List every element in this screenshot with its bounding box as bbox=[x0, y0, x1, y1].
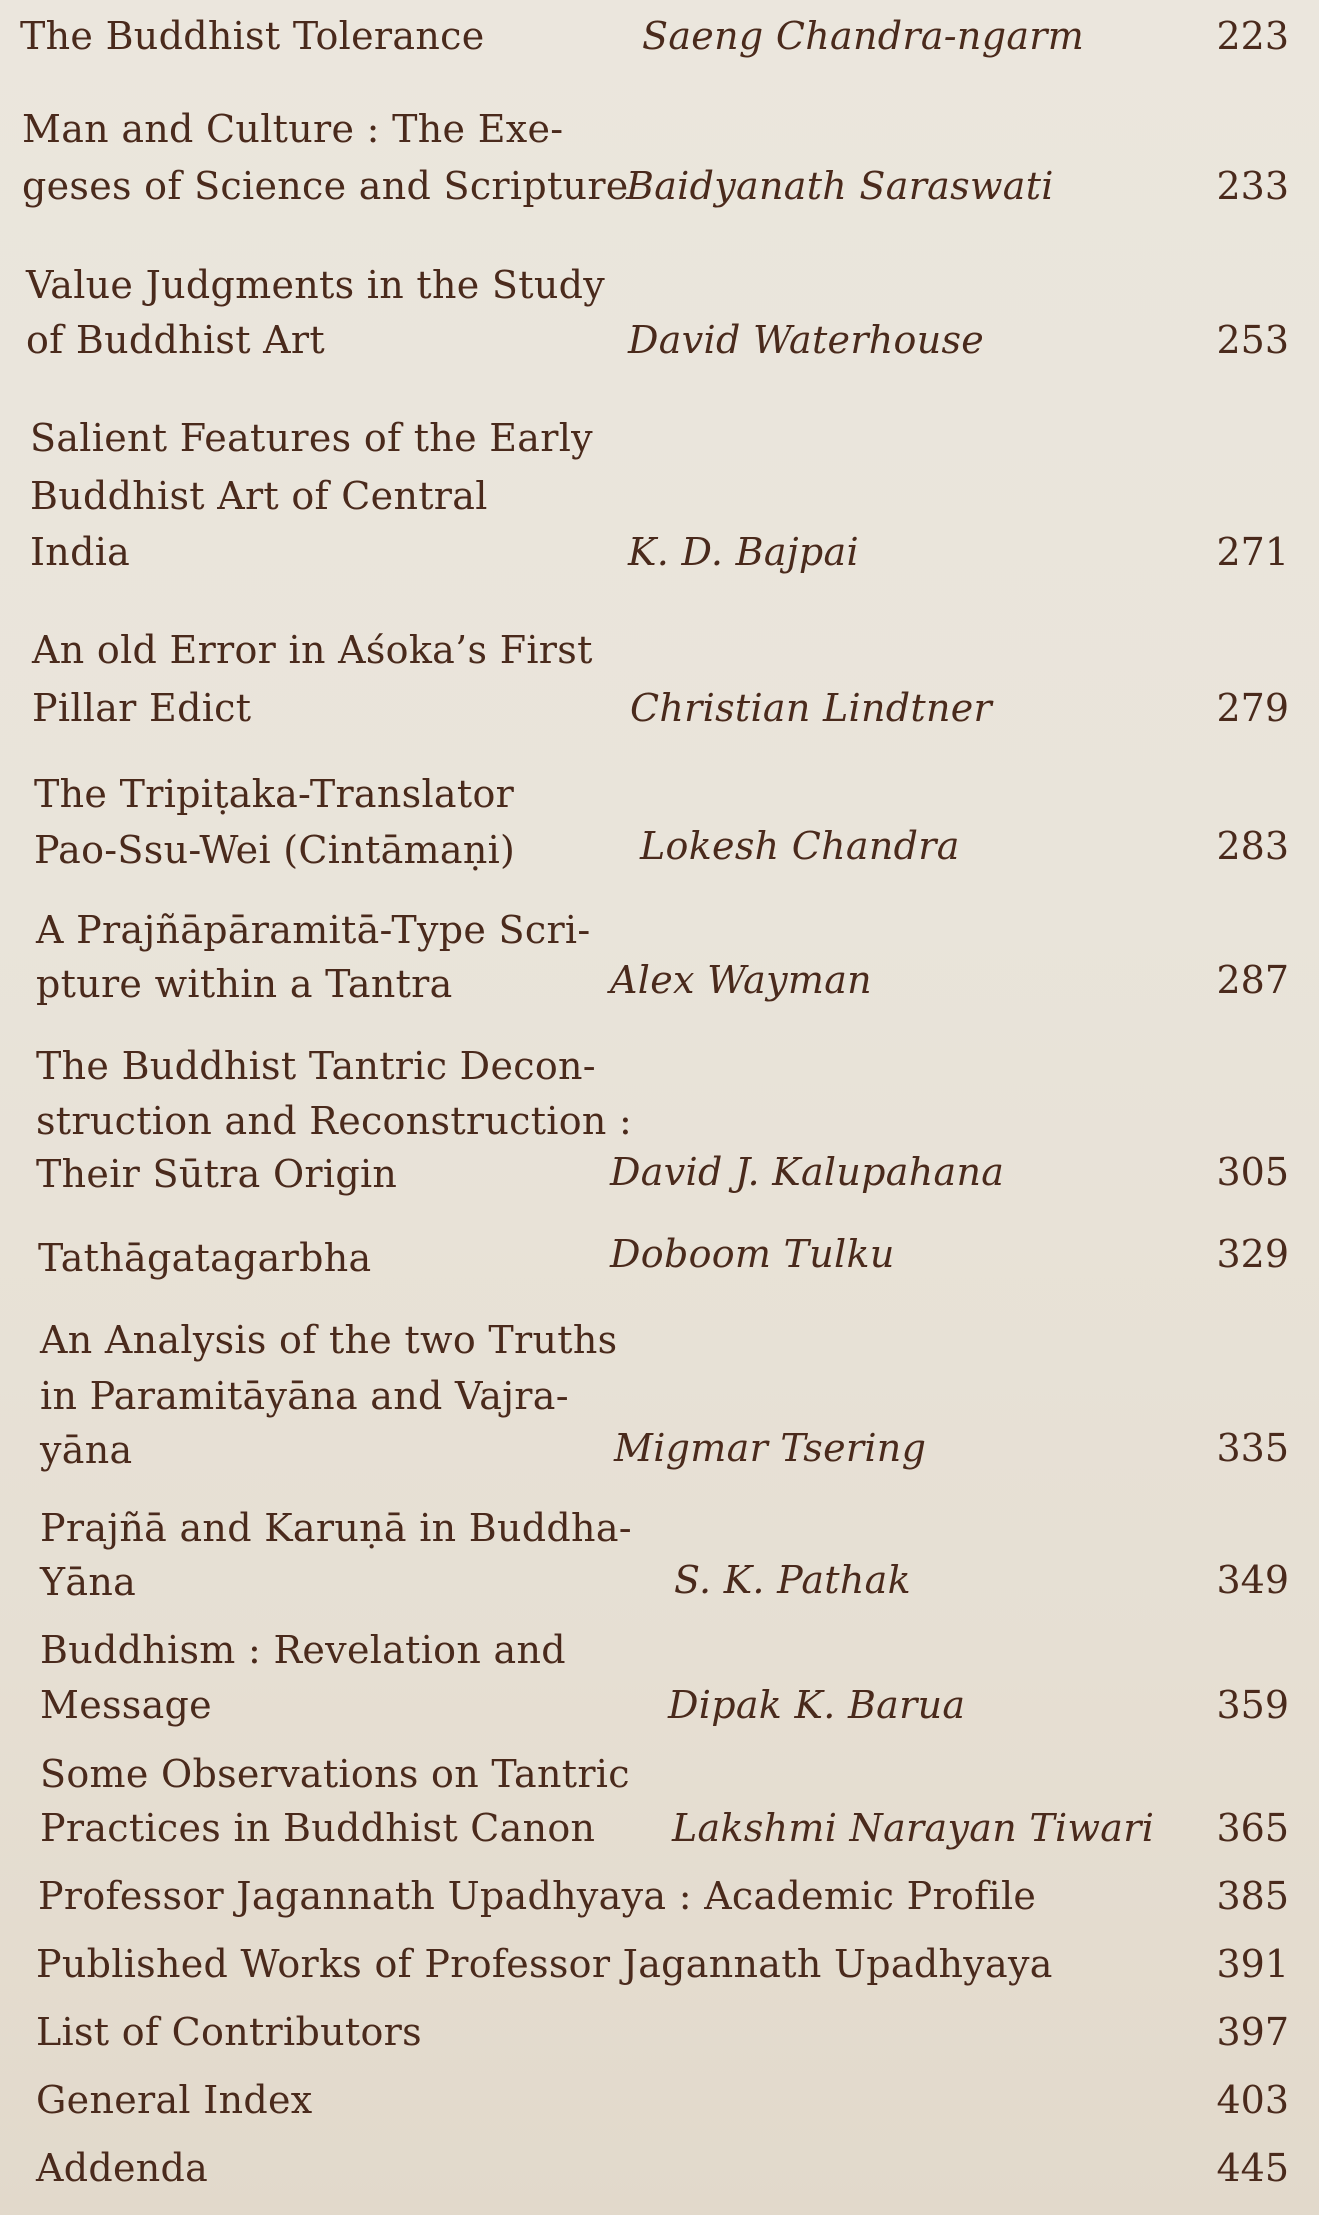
entry-author: Migmar Tsering bbox=[614, 1426, 927, 1470]
entry-page-number: 287 bbox=[1216, 958, 1289, 1002]
entry-title-line: Addenda bbox=[36, 2146, 209, 2190]
entry-title-line: Prajñā and Karuṇā in Buddha- bbox=[40, 1506, 632, 1550]
entry-page-number: 365 bbox=[1216, 1806, 1289, 1850]
entry-page-number: 233 bbox=[1216, 164, 1289, 208]
entry-title-line: Salient Features of the Early bbox=[30, 416, 593, 460]
entry-title-line: Man and Culture : The Exe- bbox=[22, 107, 564, 151]
entry-title-line: An Analysis of the two Truths bbox=[40, 1318, 618, 1362]
entry-page-number: 403 bbox=[1216, 2078, 1289, 2122]
entry-title-line: in Paramitāyāna and Vajra- bbox=[40, 1374, 569, 1418]
entry-title-line: pture within a Tantra bbox=[36, 962, 453, 1006]
entry-title-line: Message bbox=[40, 1683, 212, 1727]
entry-author: S. K. Pathak bbox=[674, 1558, 911, 1602]
entry-author: David J. Kalupahana bbox=[610, 1150, 1005, 1194]
entry-title-line: Professor Jagannath Upadhyaya : Academic Profile bbox=[38, 1874, 1037, 1918]
entry-author: K. D. Bajpai bbox=[628, 530, 859, 574]
entry-title-line: Tathāgatagarbha bbox=[38, 1236, 372, 1280]
entry-title-line: General Index bbox=[36, 2078, 313, 2122]
entry-page-number: 283 bbox=[1216, 824, 1289, 868]
entry-page-number: 335 bbox=[1216, 1426, 1289, 1470]
entry-title-line: The Buddhist Tolerance bbox=[20, 14, 485, 58]
entry-page-number: 329 bbox=[1216, 1232, 1289, 1276]
entry-title-line: The Buddhist Tantric Decon- bbox=[36, 1044, 596, 1088]
entry-page-number: 391 bbox=[1216, 1942, 1289, 1986]
entry-title-line: geses of Science and Scripture bbox=[22, 164, 629, 208]
entry-title-line: Practices in Buddhist Canon bbox=[40, 1806, 596, 1850]
entry-author: Lakshmi Narayan Tiwari bbox=[672, 1806, 1155, 1850]
entry-title-line: yāna bbox=[40, 1428, 133, 1472]
entry-author: Dipak K. Barua bbox=[668, 1683, 966, 1727]
entry-page-number: 223 bbox=[1216, 14, 1289, 58]
entry-page-number: 253 bbox=[1216, 318, 1289, 362]
entry-author: Lokesh Chandra bbox=[640, 824, 960, 868]
entry-author: Christian Lindtner bbox=[630, 686, 992, 730]
entry-author: Doboom Tulku bbox=[610, 1232, 895, 1276]
entry-title-line: of Buddhist Art bbox=[26, 318, 325, 362]
entry-title-line: Some Observations on Tantric bbox=[40, 1752, 630, 1796]
entry-title-line: Pillar Edict bbox=[32, 686, 252, 730]
entry-title-line: Buddhist Art of Central bbox=[30, 474, 488, 518]
entry-author: Saeng Chandra-ngarm bbox=[642, 14, 1085, 58]
entry-title-line: Yāna bbox=[40, 1560, 137, 1604]
entry-author: Baidyanath Saraswati bbox=[626, 164, 1054, 208]
entry-page-number: 385 bbox=[1216, 1874, 1289, 1918]
entry-author: Alex Wayman bbox=[610, 958, 872, 1002]
entry-title-line: A Prajñāpāramitā-Type Scri- bbox=[36, 908, 591, 952]
entry-author: David Waterhouse bbox=[628, 318, 985, 362]
entry-title-line: Published Works of Professor Jagannath Upadhyaya bbox=[36, 1942, 1053, 1986]
entry-title-line: struction and Reconstruction : bbox=[36, 1099, 633, 1143]
entry-title-line: Their Sūtra Origin bbox=[36, 1152, 398, 1196]
entry-page-number: 305 bbox=[1216, 1150, 1289, 1194]
entry-page-number: 271 bbox=[1216, 530, 1289, 574]
entry-page-number: 359 bbox=[1216, 1683, 1289, 1727]
entry-title-line: India bbox=[30, 530, 131, 574]
entry-title-line: List of Contributors bbox=[36, 2010, 422, 2054]
entry-page-number: 445 bbox=[1216, 2146, 1289, 2190]
entry-title-line: Pao-Ssu-Wei (Cintāmaṇi) bbox=[34, 828, 516, 872]
entry-page-number: 349 bbox=[1216, 1558, 1289, 1602]
entry-title-line: Value Judgments in the Study bbox=[26, 263, 605, 307]
entry-title-line: The Tripiṭaka-Translator bbox=[34, 772, 515, 816]
entry-title-line: Buddhism : Revelation and bbox=[40, 1628, 566, 1672]
entry-page-number: 397 bbox=[1216, 2010, 1289, 2054]
entry-title-line: An old Error in Aśoka’s First bbox=[32, 628, 593, 672]
entry-page-number: 279 bbox=[1216, 686, 1289, 730]
